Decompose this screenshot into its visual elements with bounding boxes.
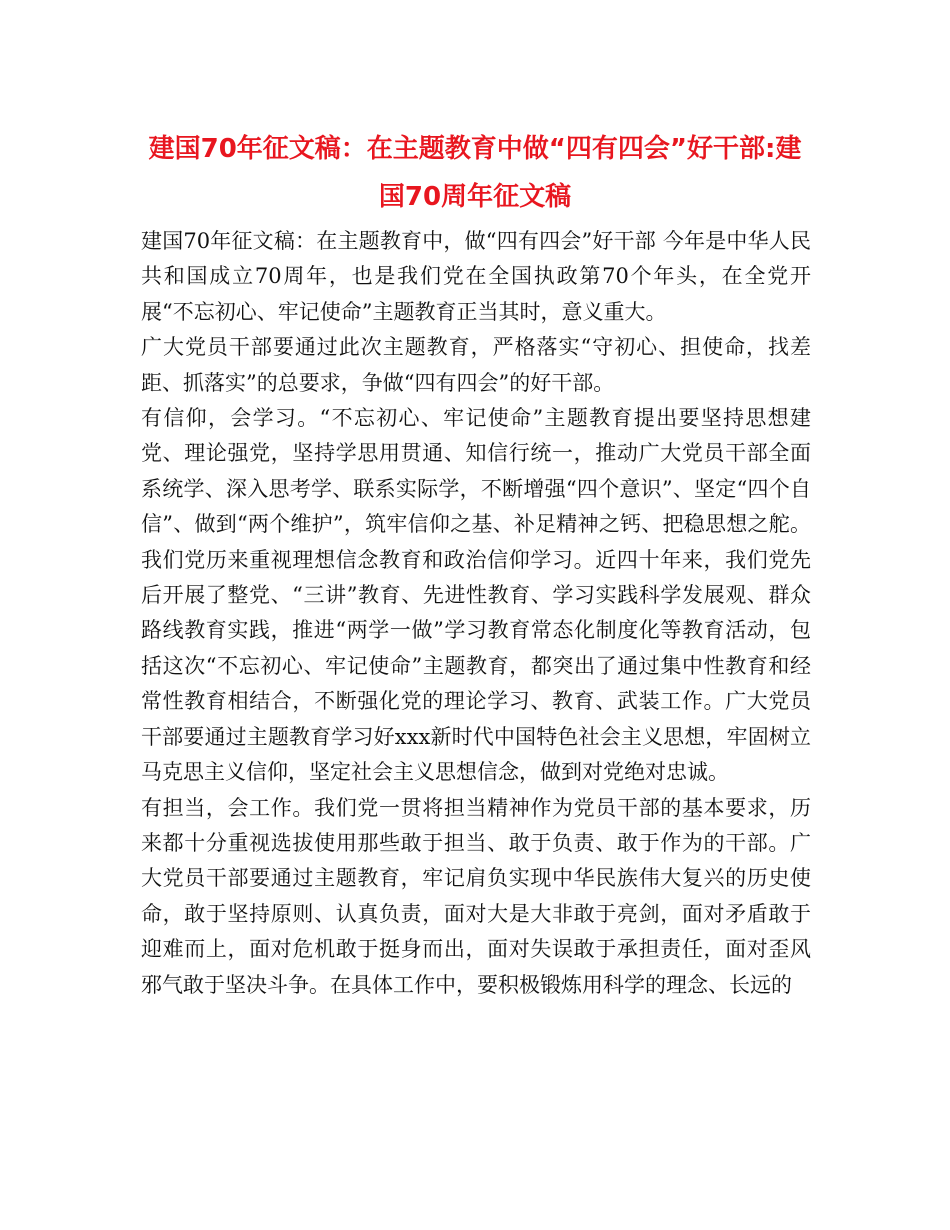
document-body — [141, 224, 811, 1003]
paragraph-responsibility-work: 有担当，会工作。我们党一贯将担当精神作为党员干部的基本要求，历来都十分重视选拔使用那些敢于担当、敢于负责、敢于作为的干部。广大党员干部要通过主题教育，牢记肩负实现中华民族伟大复兴的历史使命，敢于坚持原则、认真负责，面对大是大非敢于亮剑，面对矛盾敢于迎难而上，面对危机敢于挺身而出，面对失误敢于承担责任，面对歪风邪气敢于坚决斗争。在具体工作中，要积极锻炼用科学的理念、长远的 — [141, 795, 811, 997]
paragraph-requirement: 广大党员干部要通过此次主题教育，严格落实“守初心、担使命，找差距、抓落实”的总要求，争做“四有四会”的好干部。 — [141, 335, 811, 395]
paragraph-intro: 建国70年征文稿：在主题教育中，做“四有四会”好干部 今年是中华人民共和国成立70周年，也是我们党在全国执政第70个年头，在全党开展“不忘初心、牢记使命”主题教育正当其时，意义重大。 — [141, 229, 811, 324]
document-title: 建国70年征文稿：在主题教育中做“四有四会”好干部:建国70周年征文稿 — [148, 134, 802, 212]
paragraph-faith-learning: 有信仰，会学习。“不忘初心、牢记使命”主题教育提出要坚持思想建党、理论强党，坚持学思用贯通、知信行统一，推动广大党员干部全面系统学、深入思考学、联系实际学，不断增强“四个意识”、坚定“四个自信”、做到“两个维护”，筑牢信仰之基、补足精神之钙、把稳思想之舵。我们党历来重视理想信念教育和政治信仰学习。近四十年来，我们党先后开展了整党、“三讲”教育、先进性教育、学习实践科学发展观、群众路线教育实践，推进“两学一做”学习教育常态化制度化等教育活动，包括这次“不忘初心、牢记使命”主题教育，都突出了通过集中性教育和经常性教育相结合，不断强化党的理论学习、教育、武装工作。广大党员干部要通过主题教育学习好xxx新时代中国特色社会主义思想，牢固树立马克思主义信仰，坚定社会主义思想信念，做到对党绝对忠诚。 — [141, 406, 811, 785]
